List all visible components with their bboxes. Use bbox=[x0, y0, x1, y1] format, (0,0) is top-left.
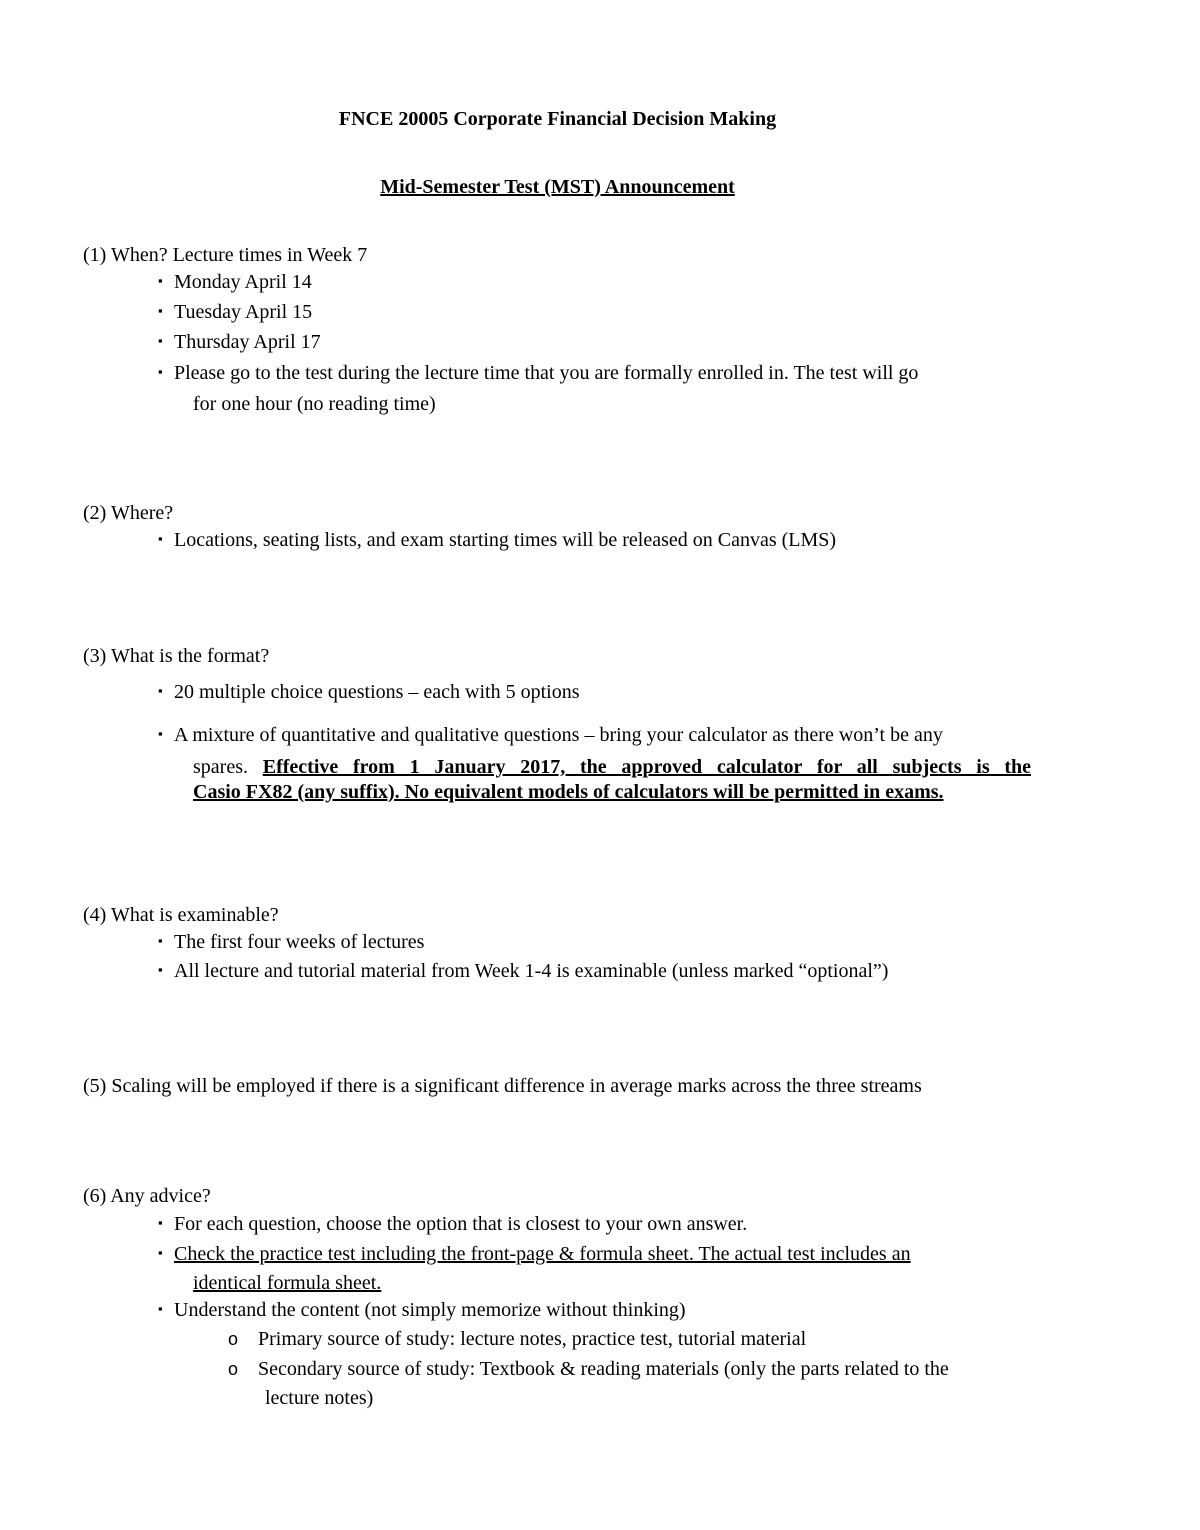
list-item: ▪ A mixture of quantitative and qualitative questions – bring your calculator as there won’t be any bbox=[158, 724, 943, 746]
sub-list-item-continuation: lecture notes) bbox=[265, 1387, 374, 1409]
square-bullet-icon: ▪ bbox=[158, 303, 163, 318]
practice-test-advice: identical formula sheet. bbox=[193, 1272, 382, 1294]
sub-list-item: o Secondary source of study: Textbook & reading materials (only the parts related to the bbox=[228, 1358, 949, 1380]
document-subtitle: Mid-Semester Test (MST) Announcement bbox=[380, 176, 735, 198]
list-item: ▪ Understand the content (not simply memorize without thinking) bbox=[158, 1299, 686, 1321]
square-bullet-icon: ▪ bbox=[158, 683, 163, 698]
section-5-heading: (5) Scaling will be employed if there is a significant difference in average marks across the three streams bbox=[83, 1075, 922, 1097]
square-bullet-icon: ▪ bbox=[158, 1245, 163, 1260]
square-bullet-icon: ▪ bbox=[158, 726, 163, 741]
list-item: ▪ Tuesday April 15 bbox=[158, 301, 313, 323]
circle-bullet-icon: o bbox=[228, 1359, 239, 1379]
square-bullet-icon: ▪ bbox=[158, 364, 163, 379]
practice-test-advice: Check the practice test including the front-page & formula sheet. The actual test includes an bbox=[174, 1243, 911, 1265]
square-bullet-icon: ▪ bbox=[158, 962, 163, 977]
square-bullet-icon: ▪ bbox=[158, 273, 163, 288]
list-item: ▪ All lecture and tutorial material from Week 1-4 is examinable (unless marked “optional”) bbox=[158, 960, 889, 982]
list-item-continuation: spares. Effective from 1 January 2017, the approved calculator for all subjects is the bbox=[193, 756, 1032, 778]
square-bullet-icon: ▪ bbox=[158, 1215, 163, 1230]
square-bullet-icon: ▪ bbox=[158, 1301, 163, 1316]
list-item: ▪ 20 multiple choice questions – each with 5 options bbox=[158, 681, 580, 703]
list-item: ▪ The first four weeks of lectures bbox=[158, 931, 425, 953]
document-title: FNCE 20005 Corporate Financial Decision Making bbox=[338, 108, 777, 130]
list-item: ▪ Thursday April 17 bbox=[158, 331, 321, 353]
calculator-policy-text: Effective from 1 January 2017, the approved calculator for all subjects is the bbox=[262, 756, 1032, 778]
list-item: ▪ For each question, choose the option that is closest to your own answer. bbox=[158, 1213, 748, 1235]
sub-list-item: o Primary source of study: lecture notes, practice test, tutorial material bbox=[228, 1328, 807, 1350]
section-4-heading: (4) What is examinable? bbox=[83, 904, 279, 926]
list-item bbox=[158, 1244, 1031, 1264]
calculator-policy-text: Casio FX82 (any suffix). No equivalent models of calculators will be permitted in exams. bbox=[193, 781, 944, 803]
list-item-continuation bbox=[193, 1273, 381, 1293]
section-6-heading: (6) Any advice? bbox=[83, 1185, 211, 1207]
list-item: ▪ Monday April 14 bbox=[158, 271, 312, 293]
section-3-heading: (3) What is the format? bbox=[83, 645, 270, 667]
list-item: ▪ Please go to the test during the lecture time that you are formally enrolled in. The test will go bbox=[158, 362, 919, 384]
section-2-heading: (2) Where? bbox=[83, 502, 174, 524]
square-bullet-icon: ▪ bbox=[158, 333, 163, 348]
square-bullet-icon: ▪ bbox=[158, 531, 163, 546]
square-bullet-icon: ▪ bbox=[158, 933, 163, 948]
list-item-continuation bbox=[193, 782, 944, 802]
list-item-continuation: for one hour (no reading time) bbox=[193, 393, 436, 415]
list-item: ▪ Locations, seating lists, and exam starting times will be released on Canvas (LMS) bbox=[158, 529, 837, 551]
section-1-heading: (1) When? Lecture times in Week 7 bbox=[83, 244, 368, 266]
circle-bullet-icon: o bbox=[228, 1329, 239, 1349]
